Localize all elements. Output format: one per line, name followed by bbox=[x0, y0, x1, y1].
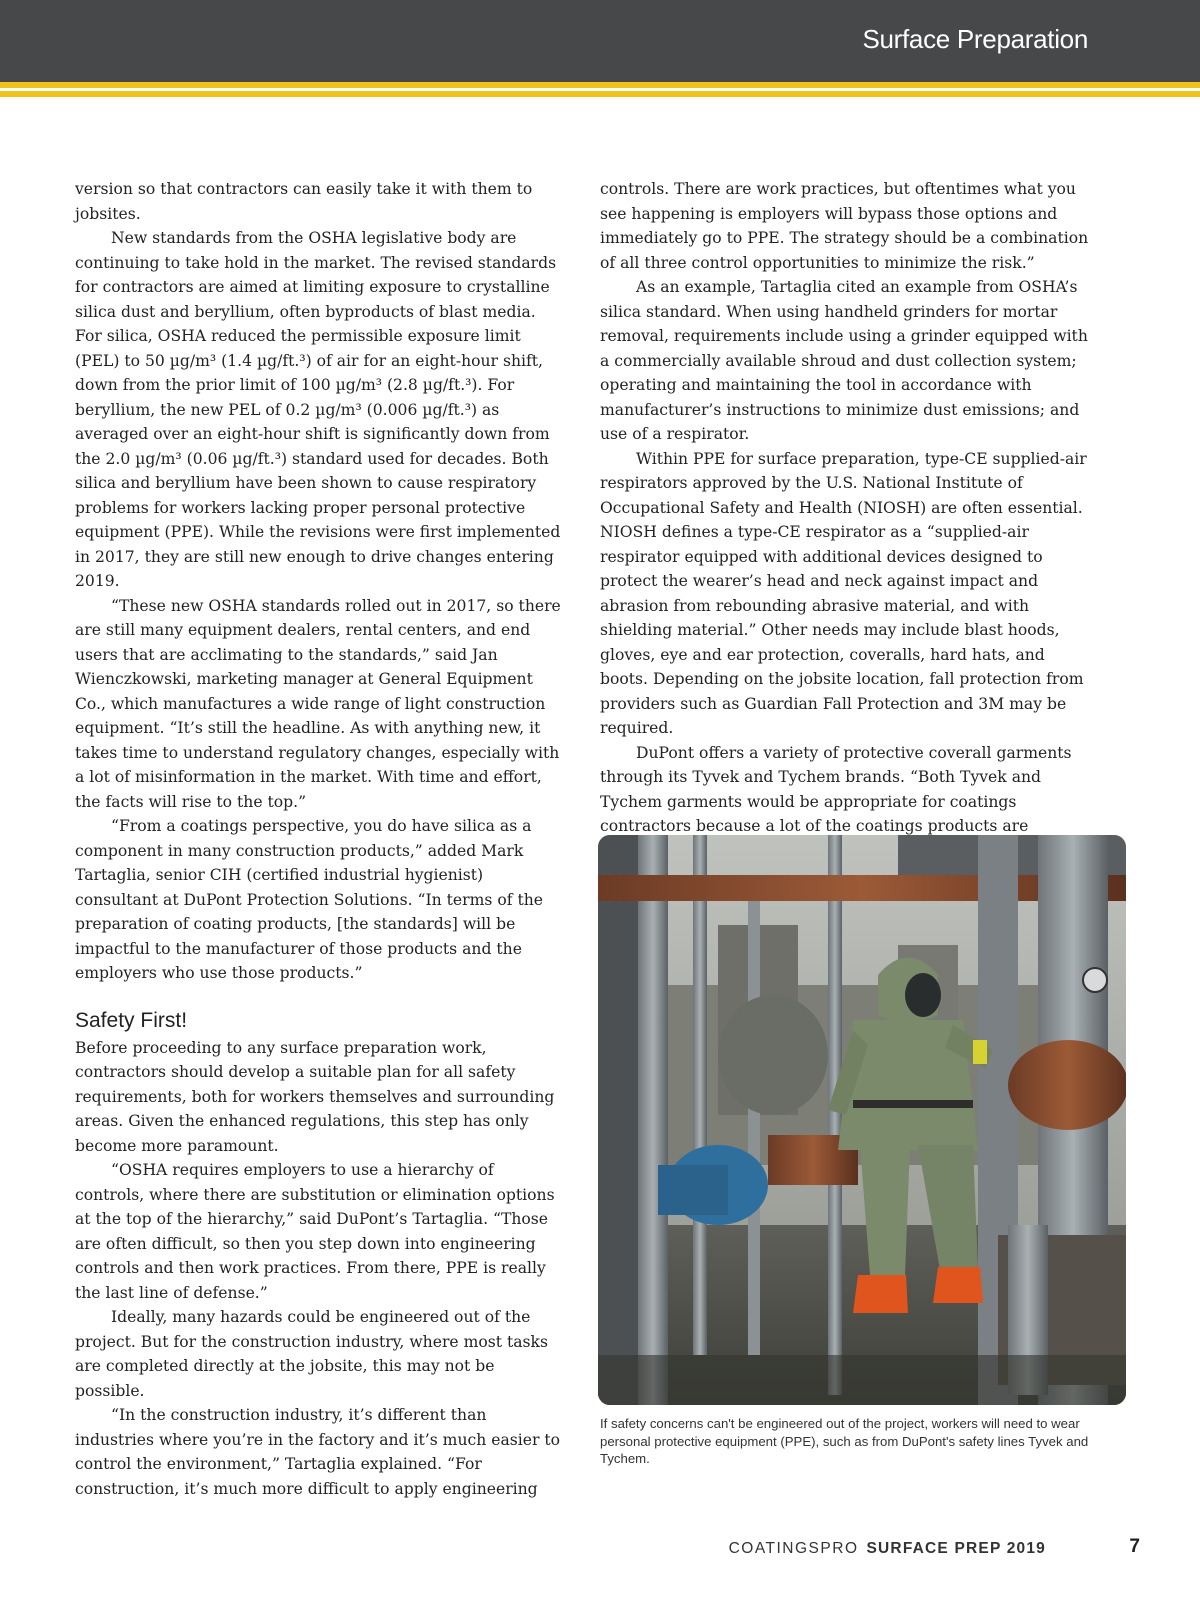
body-paragraph: Before proceeding to any surface preparation work, contractors should develop a suitable plan for all safety requirements, both for workers themselves and surrounding areas. Given the enhanced regulations, this step has only become more paramount. bbox=[75, 1038, 555, 1155]
photo-caption: If safety concerns can't be engineered out of the project, workers will need to wear personal protective equipment (PPE), such as from DuPont's safety lines Tyvek and Tychem. bbox=[600, 1416, 1089, 1466]
page-header bbox=[0, 0, 1200, 82]
header-accent-stripe-lower bbox=[0, 91, 1200, 97]
footer-branding bbox=[729, 1540, 1046, 1558]
body-paragraph: “From a coatings perspective, you do have silica as a component in many construction products,” added Mark Tartaglia, senior CIH (certified industrial hygienist) consultant at DuPont Protection Solutions. “In terms of the preparation of coating products, [the standards] will be impactful to the manufacturer of those products and the employers who use those products.” bbox=[75, 817, 543, 982]
edition-label: SURFACE PREP 2019 bbox=[866, 1540, 1046, 1557]
body-paragraph: Within PPE for surface preparation, type-CE supplied-air respirators approved by the U.S. National Institute of Occupational Safety and Health (NIOSH) are often essential. NIOSH defines a type-CE respirator as a “supplied-air respirator equipped with additional devices designed to protect the wearer’s head and neck against impact and abrasion from rebounding abrasive material, and with shielding material.” Other needs may include blast hoods, gloves, eye and ear protection, coveralls, hard hats, and boots. Depending on the jobsite location, fall protection from providers such as Guardian Fall Protection and 3M may be required. bbox=[600, 449, 1087, 737]
right-column bbox=[600, 177, 1090, 863]
body-paragraph: New standards from the OSHA legislative body are continuing to take hold in the market. The revised standards for contractors are aimed at limiting exposure to crystalline silica dust and beryllium, often byproducts of blast media. For silica, OSHA reduced the permissible exposure limit (PEL) to 50 µg/m³ (1.4 µg/ft.³) of air for an eight-hour shift, down from the prior limit of 100 µg/m³ (2.8 µg/ft.³). For beryllium, the new PEL of 0.2 µg/m³ (0.006 µg/ft.³) as averaged over an eight-hour shift is significantly down from the 2.0 µg/m³ (0.06 µg/ft.³) standard used for decades. Both silica and beryllium have been shown to cause respiratory problems for workers lacking proper personal protective equipment (PPE). While the revisions were first implemented in 2017, they are still new enough to drive changes entering 2019. bbox=[75, 229, 561, 590]
industrial-plant-illustration bbox=[598, 835, 1126, 1405]
section-heading: Safety First! bbox=[75, 1008, 188, 1032]
body-paragraph: Ideally, many hazards could be engineered out of the project. But for the construction industry, where most tasks are completed directly at the jobsite, this may not be possible. bbox=[75, 1308, 549, 1400]
body-paragraph: DuPont offers a variety of protective coverall garments through its Tyvek and Tychem brands. “Both Tyvek and Tychem garments would be appropriate for coatings contractors because a lot of the coatings products are bbox=[600, 743, 1072, 835]
ppe-worker-photo bbox=[598, 835, 1126, 1405]
brand-name-light: COATINGS bbox=[728, 1540, 821, 1557]
page-number: 7 bbox=[1129, 1536, 1140, 1557]
brand-name-bold: PRO bbox=[820, 1540, 859, 1557]
body-paragraph: “OSHA requires employers to use a hierarchy of controls, where there are substitution or elimination options at the top of the hierarchy,” said DuPont’s Tartaglia. “Those are often difficult, so then you step down into engineering controls and then work practices. From there, PPE is really the last line of defense.” bbox=[75, 1161, 555, 1302]
body-paragraph: “In the construction industry, it’s different than industries where you’re in the factory and it’s much easier to control the environment,” Tartaglia explained. “For construction, it’s much more difficult to apply engineering bbox=[75, 1406, 561, 1498]
body-paragraph: controls. There are work practices, but oftentimes what you see happening is employers will bypass those options and immediately go to PPE. The strategy should be a combination of all three control opportunities to minimize the risk.” bbox=[600, 180, 1089, 272]
body-paragraph: version so that contractors can easily take it with them to jobsites. bbox=[75, 180, 533, 223]
left-column bbox=[75, 177, 565, 1501]
body-paragraph: As an example, Tartaglia cited an example from OSHA’s silica standard. When using handheld grinders for mortar removal, requirements include using a grinder equipped with a commercially available shroud and dust collection system; operating and maintaining the tool in accordance with manufacturer’s instructions to minimize dust emissions; and use of a respirator. bbox=[600, 278, 1088, 443]
body-paragraph: “These new OSHA standards rolled out in 2017, so there are still many equipment dealers, rental centers, and end users that are acclimating to the standards,” said Jan Wienczkowski, marketing manager at General Equipment Co., which manufactures a wide range of light construction equipment. “It’s still the headline. As with anything new, it takes time to understand regulatory changes, especially with a lot of misinformation in the market. With time and effort, the facts will rise to the top.” bbox=[75, 596, 561, 811]
section-title: Surface Preparation bbox=[862, 24, 1088, 54]
